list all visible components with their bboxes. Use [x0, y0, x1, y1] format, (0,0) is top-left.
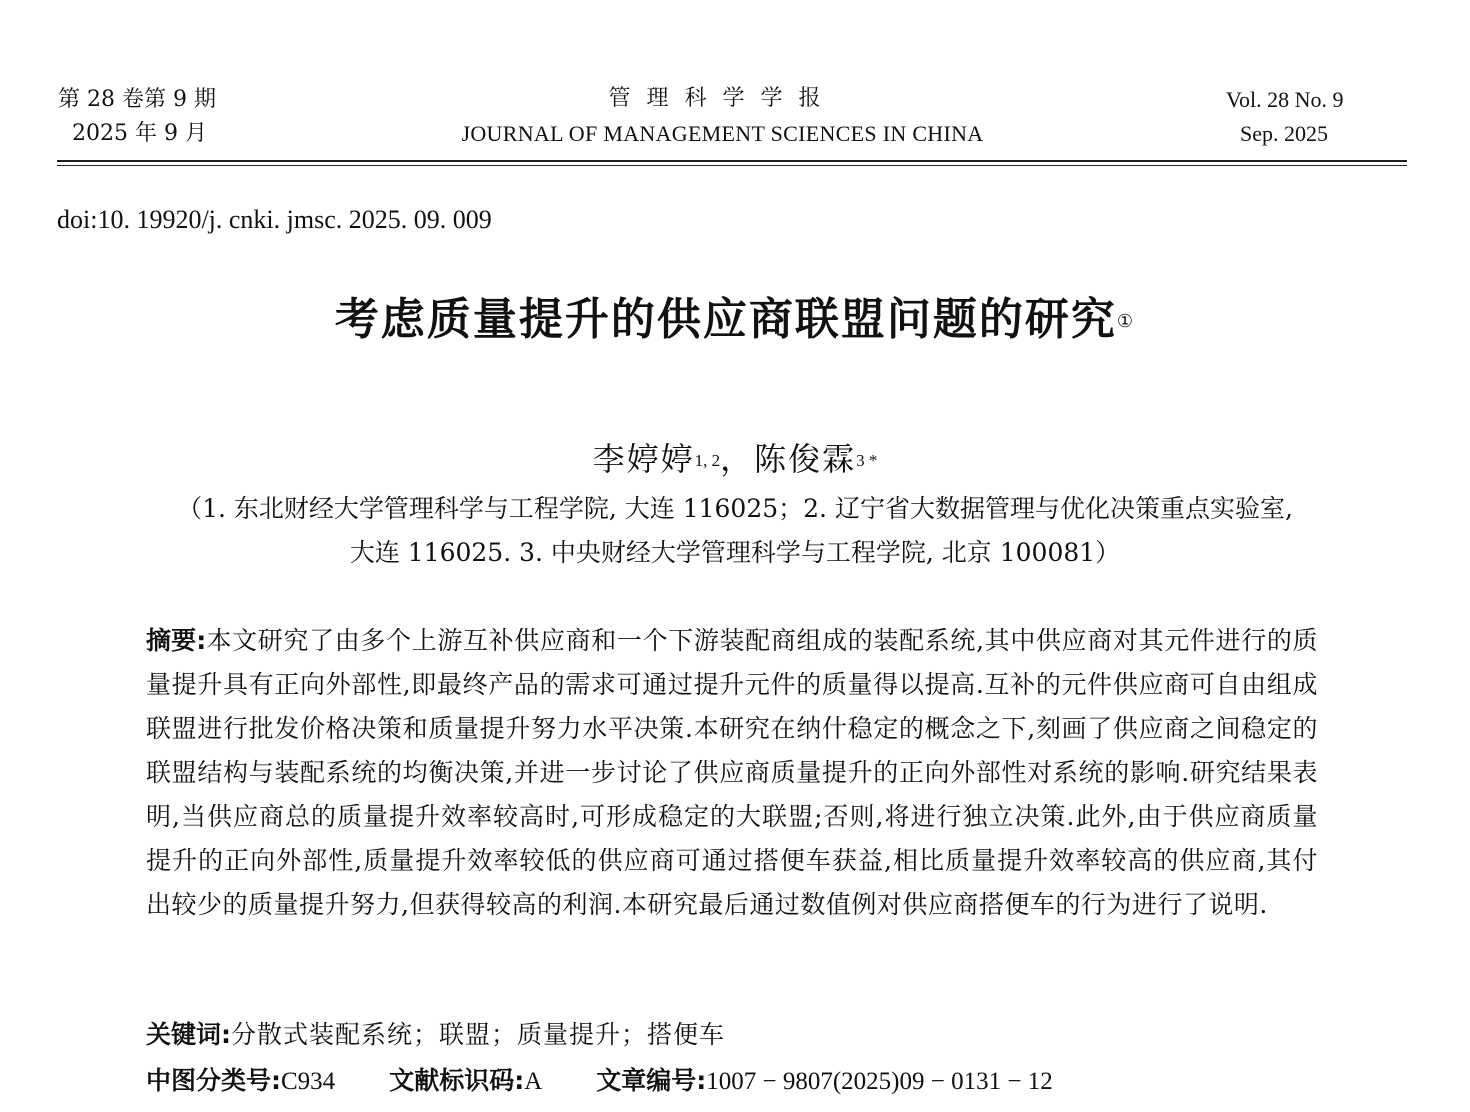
title-footnote-mark[interactable]: ① [1116, 311, 1136, 332]
author-affiliation-marks: 1, 2 [694, 451, 721, 470]
keywords [146, 1015, 725, 1055]
volume-issue-en: Vol. 28 No. 9 [1226, 87, 1344, 112]
author-name: 陈俊霖 [754, 440, 857, 478]
header-rule-thin [57, 165, 1407, 166]
date-en: Sep. 2025 [1240, 121, 1328, 146]
keywords-text: 分散式装配系统；联盟；质量提升；搭便车 [231, 1020, 726, 1049]
volume-issue-cn: 第 28 卷第 9 期 [58, 87, 216, 112]
affiliations-line-1: （1. 东北财经大学管理科学与工程学院, 大连 116025；2. 辽宁省大数据管理与优化决策重点实验室, [177, 494, 1293, 523]
paper-title [0, 290, 1470, 350]
author-list [0, 437, 1470, 481]
document-code-value: A [524, 1068, 543, 1095]
article-number-value: 1007 − 9807(2025)09 − 0131 − 12 [706, 1068, 1053, 1095]
clc-value: C934 [281, 1068, 336, 1095]
paper-title-text: 考虑质量提升的供应商联盟问题的研究 [334, 294, 1117, 345]
affiliations-line-2: 大连 116025. 3. 中央财经大学管理科学与工程学院, 北京 100081） [349, 538, 1121, 567]
doi[interactable]: doi:10. 19920/j. cnki. jmsc. 2025. 09. 009 [57, 205, 492, 234]
classification-line [146, 1061, 1053, 1102]
journal-title-cn: 管理科学学报 [608, 86, 837, 111]
author-name: 李婷婷 [592, 440, 695, 478]
author-separator: ， [720, 440, 755, 478]
header-rule-thick [57, 160, 1407, 162]
document-code-label: 文献标识码: [389, 1066, 525, 1095]
journal-title-en: JOURNAL OF MANAGEMENT SCIENCES IN CHINA [461, 121, 984, 146]
article-number-label: 文章编号: [596, 1066, 707, 1095]
author-affiliation-marks: 3 * [856, 451, 878, 470]
date-cn: 2025 年 9 月 [72, 121, 207, 146]
abstract [146, 619, 1318, 927]
abstract-text: 本文研究了由多个上游互补供应商和一个下游装配商组成的装配系统,其中供应商对其元件进行的质量提升具有正向外部性,即最终产品的需求可通过提升元件的质量得以提高.互补的元件供应商可自由组成联盟进行批发价格决策和质量提升努力水平决策.本研究在纳什稳定的概念之下,刻画了供应商之间稳定的联盟结构与装配系统的均衡决策,并进一步讨论了供应商质量提升的正向外部性对系统的影响.研究结果表明,当供应商总的质量提升效率较高时,可形成稳定的大联盟;否则,将进行独立决策.此外,由于供应商质量提升的正向外部性,质量提升效率较低的供应商可通过搭便车获益,相比质量提升效率较高的供应商,其付出较少的质量提升努力,但获得较高的利润.本研究最后通过数值例对供应商搭便车的行为进行了说明. [146, 626, 1319, 919]
abstract-label: 摘要: [146, 626, 207, 655]
clc-label: 中图分类号: [146, 1066, 281, 1095]
keywords-label: 关键词: [146, 1020, 231, 1049]
